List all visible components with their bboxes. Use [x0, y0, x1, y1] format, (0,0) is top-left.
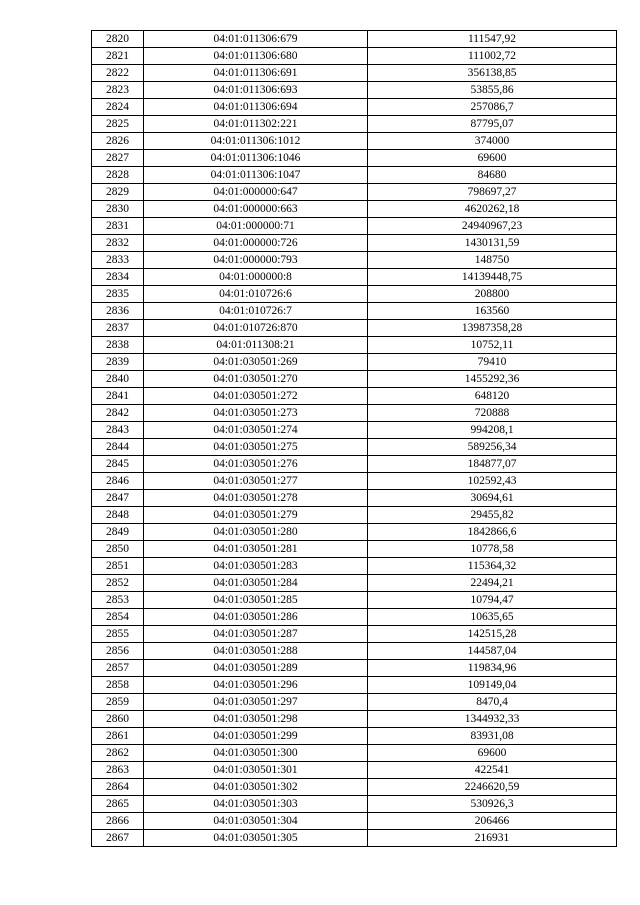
row-number: 2830: [92, 201, 144, 218]
cadastral-number: 04:01:030501:272: [144, 388, 368, 405]
row-number: 2844: [92, 439, 144, 456]
table-row: [92, 235, 617, 252]
row-number: 2820: [92, 31, 144, 48]
row-number: 2822: [92, 65, 144, 82]
cadastral-number: 04:01:030501:273: [144, 405, 368, 422]
cadastral-number: 04:01:030501:302: [144, 779, 368, 796]
table-row: [92, 728, 617, 745]
cadastral-number: 04:01:030501:287: [144, 626, 368, 643]
cadastral-value: 13987358,28: [368, 320, 617, 337]
table-row: [92, 303, 617, 320]
table-row: [92, 609, 617, 626]
cadastral-value: 994208,1: [368, 422, 617, 439]
row-number: 2823: [92, 82, 144, 99]
row-number: 2867: [92, 830, 144, 847]
cadastral-number: 04:01:011306:1047: [144, 167, 368, 184]
cadastral-number: 04:01:030501:281: [144, 541, 368, 558]
row-number: 2833: [92, 252, 144, 269]
cadastral-number: 04:01:000000:793: [144, 252, 368, 269]
cadastral-number: 04:01:030501:283: [144, 558, 368, 575]
row-number: 2854: [92, 609, 144, 626]
cadastral-number: 04:01:030501:296: [144, 677, 368, 694]
cadastral-number: 04:01:011306:679: [144, 31, 368, 48]
table-row: [92, 507, 617, 524]
table-row: [92, 116, 617, 133]
cadastral-value: 69600: [368, 745, 617, 762]
cadastral-number: 04:01:030501:304: [144, 813, 368, 830]
row-number: 2838: [92, 337, 144, 354]
table-row: [92, 643, 617, 660]
cadastral-value: 163560: [368, 303, 617, 320]
cadastral-number: 04:01:030501:303: [144, 796, 368, 813]
table-row: [92, 167, 617, 184]
cadastral-number: 04:01:030501:280: [144, 524, 368, 541]
row-number: 2855: [92, 626, 144, 643]
cadastral-value: 10778,58: [368, 541, 617, 558]
table-row: [92, 592, 617, 609]
cadastral-value: 2246620,59: [368, 779, 617, 796]
table-row: [92, 439, 617, 456]
cadastral-value: 4620262,18: [368, 201, 617, 218]
table-row: [92, 796, 617, 813]
table-row: [92, 48, 617, 65]
cadastral-value: 148750: [368, 252, 617, 269]
table-row: [92, 473, 617, 490]
cadastral-value: 102592,43: [368, 473, 617, 490]
row-number: 2835: [92, 286, 144, 303]
table-row: [92, 830, 617, 847]
table-row: [92, 490, 617, 507]
cadastral-number: 04:01:030501:301: [144, 762, 368, 779]
table-row: [92, 354, 617, 371]
row-number: 2842: [92, 405, 144, 422]
cadastral-value: 14139448,75: [368, 269, 617, 286]
table-row: [92, 371, 617, 388]
row-number: 2831: [92, 218, 144, 235]
cadastral-value: 109149,04: [368, 677, 617, 694]
row-number: 2861: [92, 728, 144, 745]
cadastral-value: 79410: [368, 354, 617, 371]
row-number: 2821: [92, 48, 144, 65]
row-number: 2836: [92, 303, 144, 320]
cadastral-value: 530926,3: [368, 796, 617, 813]
cadastral-value: 69600: [368, 150, 617, 167]
cadastral-value: 119834,96: [368, 660, 617, 677]
table-row: [92, 269, 617, 286]
cadastral-number: 04:01:030501:289: [144, 660, 368, 677]
row-number: 2837: [92, 320, 144, 337]
cadastral-value: 24940967,23: [368, 218, 617, 235]
cadastral-number: 04:01:030501:298: [144, 711, 368, 728]
cadastral-value: 10752,11: [368, 337, 617, 354]
row-number: 2829: [92, 184, 144, 201]
row-number: 2825: [92, 116, 144, 133]
table-row: [92, 541, 617, 558]
cadastral-value: 1430131,59: [368, 235, 617, 252]
table-row: [92, 252, 617, 269]
table-row: [92, 320, 617, 337]
table-row: [92, 694, 617, 711]
cadastral-value: 257086,7: [368, 99, 617, 116]
row-number: 2849: [92, 524, 144, 541]
cadastral-value: 798697,27: [368, 184, 617, 201]
table-body: [92, 31, 617, 847]
table-row: [92, 201, 617, 218]
row-number: 2853: [92, 592, 144, 609]
cadastral-value: 115364,32: [368, 558, 617, 575]
cadastral-value: 10635,65: [368, 609, 617, 626]
table-row: [92, 575, 617, 592]
cadastral-value: 648120: [368, 388, 617, 405]
cadastral-value: 1455292,36: [368, 371, 617, 388]
cadastral-value: 53855,86: [368, 82, 617, 99]
table-row: [92, 456, 617, 473]
row-number: 2827: [92, 150, 144, 167]
cadastral-number: 04:01:011306:1012: [144, 133, 368, 150]
cadastral-value: 216931: [368, 830, 617, 847]
row-number: 2826: [92, 133, 144, 150]
cadastral-number: 04:01:011306:694: [144, 99, 368, 116]
cadastral-value: 422541: [368, 762, 617, 779]
cadastral-value: 84680: [368, 167, 617, 184]
table-row: [92, 745, 617, 762]
row-number: 2856: [92, 643, 144, 660]
cadastral-value: 144587,04: [368, 643, 617, 660]
row-number: 2841: [92, 388, 144, 405]
row-number: 2828: [92, 167, 144, 184]
cadastral-number: 04:01:030501:305: [144, 830, 368, 847]
row-number: 2862: [92, 745, 144, 762]
cadastral-number: 04:01:000000:663: [144, 201, 368, 218]
row-number: 2850: [92, 541, 144, 558]
cadastral-value: 589256,34: [368, 439, 617, 456]
table-row: [92, 558, 617, 575]
cadastral-value: 374000: [368, 133, 617, 150]
table-row: [92, 779, 617, 796]
cadastral-number: 04:01:030501:286: [144, 609, 368, 626]
table-row: [92, 31, 617, 48]
cadastral-number: 04:01:011306:680: [144, 48, 368, 65]
row-number: 2860: [92, 711, 144, 728]
table-row: [92, 99, 617, 116]
cadastral-number: 04:01:030501:275: [144, 439, 368, 456]
cadastral-number: 04:01:011306:693: [144, 82, 368, 99]
cadastral-value: 356138,85: [368, 65, 617, 82]
cadastral-number: 04:01:030501:279: [144, 507, 368, 524]
cadastral-value: 208800: [368, 286, 617, 303]
table-row: [92, 524, 617, 541]
cadastral-value: 206466: [368, 813, 617, 830]
table-row: [92, 133, 617, 150]
table-row: [92, 660, 617, 677]
cadastral-number: 04:01:030501:270: [144, 371, 368, 388]
table-row: [92, 405, 617, 422]
cadastral-number: 04:01:000000:647: [144, 184, 368, 201]
row-number: 2863: [92, 762, 144, 779]
cadastral-value: 142515,28: [368, 626, 617, 643]
cadastral-value: 22494,21: [368, 575, 617, 592]
cadastral-value: 184877,07: [368, 456, 617, 473]
row-number: 2851: [92, 558, 144, 575]
row-number: 2857: [92, 660, 144, 677]
row-number: 2859: [92, 694, 144, 711]
cadastral-number: 04:01:030501:300: [144, 745, 368, 762]
cadastral-value: 1842866,6: [368, 524, 617, 541]
cadastral-number: 04:01:030501:285: [144, 592, 368, 609]
table-row: [92, 286, 617, 303]
cadastral-value: 29455,82: [368, 507, 617, 524]
table-row: [92, 337, 617, 354]
table-row: [92, 388, 617, 405]
cadastral-number: 04:01:030501:276: [144, 456, 368, 473]
table-row: [92, 677, 617, 694]
cadastral-value: 10794,47: [368, 592, 617, 609]
table-row: [92, 82, 617, 99]
cadastral-number: 04:01:030501:284: [144, 575, 368, 592]
row-number: 2846: [92, 473, 144, 490]
table-row: [92, 626, 617, 643]
row-number: 2858: [92, 677, 144, 694]
table-row: [92, 65, 617, 82]
row-number: 2865: [92, 796, 144, 813]
row-number: 2834: [92, 269, 144, 286]
row-number: 2824: [92, 99, 144, 116]
cadastral-number: 04:01:010726:870: [144, 320, 368, 337]
row-number: 2832: [92, 235, 144, 252]
table-row: [92, 184, 617, 201]
cadastral-value: 111002,72: [368, 48, 617, 65]
table-row: [92, 813, 617, 830]
cadastral-value: 111547,92: [368, 31, 617, 48]
cadastral-number: 04:01:000000:8: [144, 269, 368, 286]
cadastral-number: 04:01:011306:691: [144, 65, 368, 82]
cadastral-value: 83931,08: [368, 728, 617, 745]
cadastral-value: 8470,4: [368, 694, 617, 711]
cadastral-number: 04:01:030501:288: [144, 643, 368, 660]
table-row: [92, 762, 617, 779]
table-row: [92, 711, 617, 728]
cadastral-value: 30694,61: [368, 490, 617, 507]
table-row: [92, 218, 617, 235]
cadastral-value: 720888: [368, 405, 617, 422]
cadastral-number: 04:01:030501:299: [144, 728, 368, 745]
cadastral-number: 04:01:010726:6: [144, 286, 368, 303]
cadastral-number: 04:01:030501:277: [144, 473, 368, 490]
row-number: 2848: [92, 507, 144, 524]
cadastral-number: 04:01:000000:71: [144, 218, 368, 235]
cadastral-value: 87795,07: [368, 116, 617, 133]
table-row: [92, 150, 617, 167]
row-number: 2864: [92, 779, 144, 796]
cadastral-number: 04:01:011306:1046: [144, 150, 368, 167]
cadastral-value: 1344932,33: [368, 711, 617, 728]
cadastral-number: 04:01:030501:269: [144, 354, 368, 371]
cadastral-number: 04:01:011302:221: [144, 116, 368, 133]
cadastral-number: 04:01:030501:274: [144, 422, 368, 439]
row-number: 2839: [92, 354, 144, 371]
row-number: 2866: [92, 813, 144, 830]
table-row: [92, 422, 617, 439]
row-number: 2847: [92, 490, 144, 507]
row-number: 2840: [92, 371, 144, 388]
cadastral-number: 04:01:030501:297: [144, 694, 368, 711]
row-number: 2852: [92, 575, 144, 592]
cadastral-number: 04:01:030501:278: [144, 490, 368, 507]
cadastral-number: 04:01:000000:726: [144, 235, 368, 252]
cadastral-value-table: [91, 30, 617, 847]
row-number: 2843: [92, 422, 144, 439]
row-number: 2845: [92, 456, 144, 473]
cadastral-number: 04:01:010726:7: [144, 303, 368, 320]
cadastral-number: 04:01:011308:21: [144, 337, 368, 354]
